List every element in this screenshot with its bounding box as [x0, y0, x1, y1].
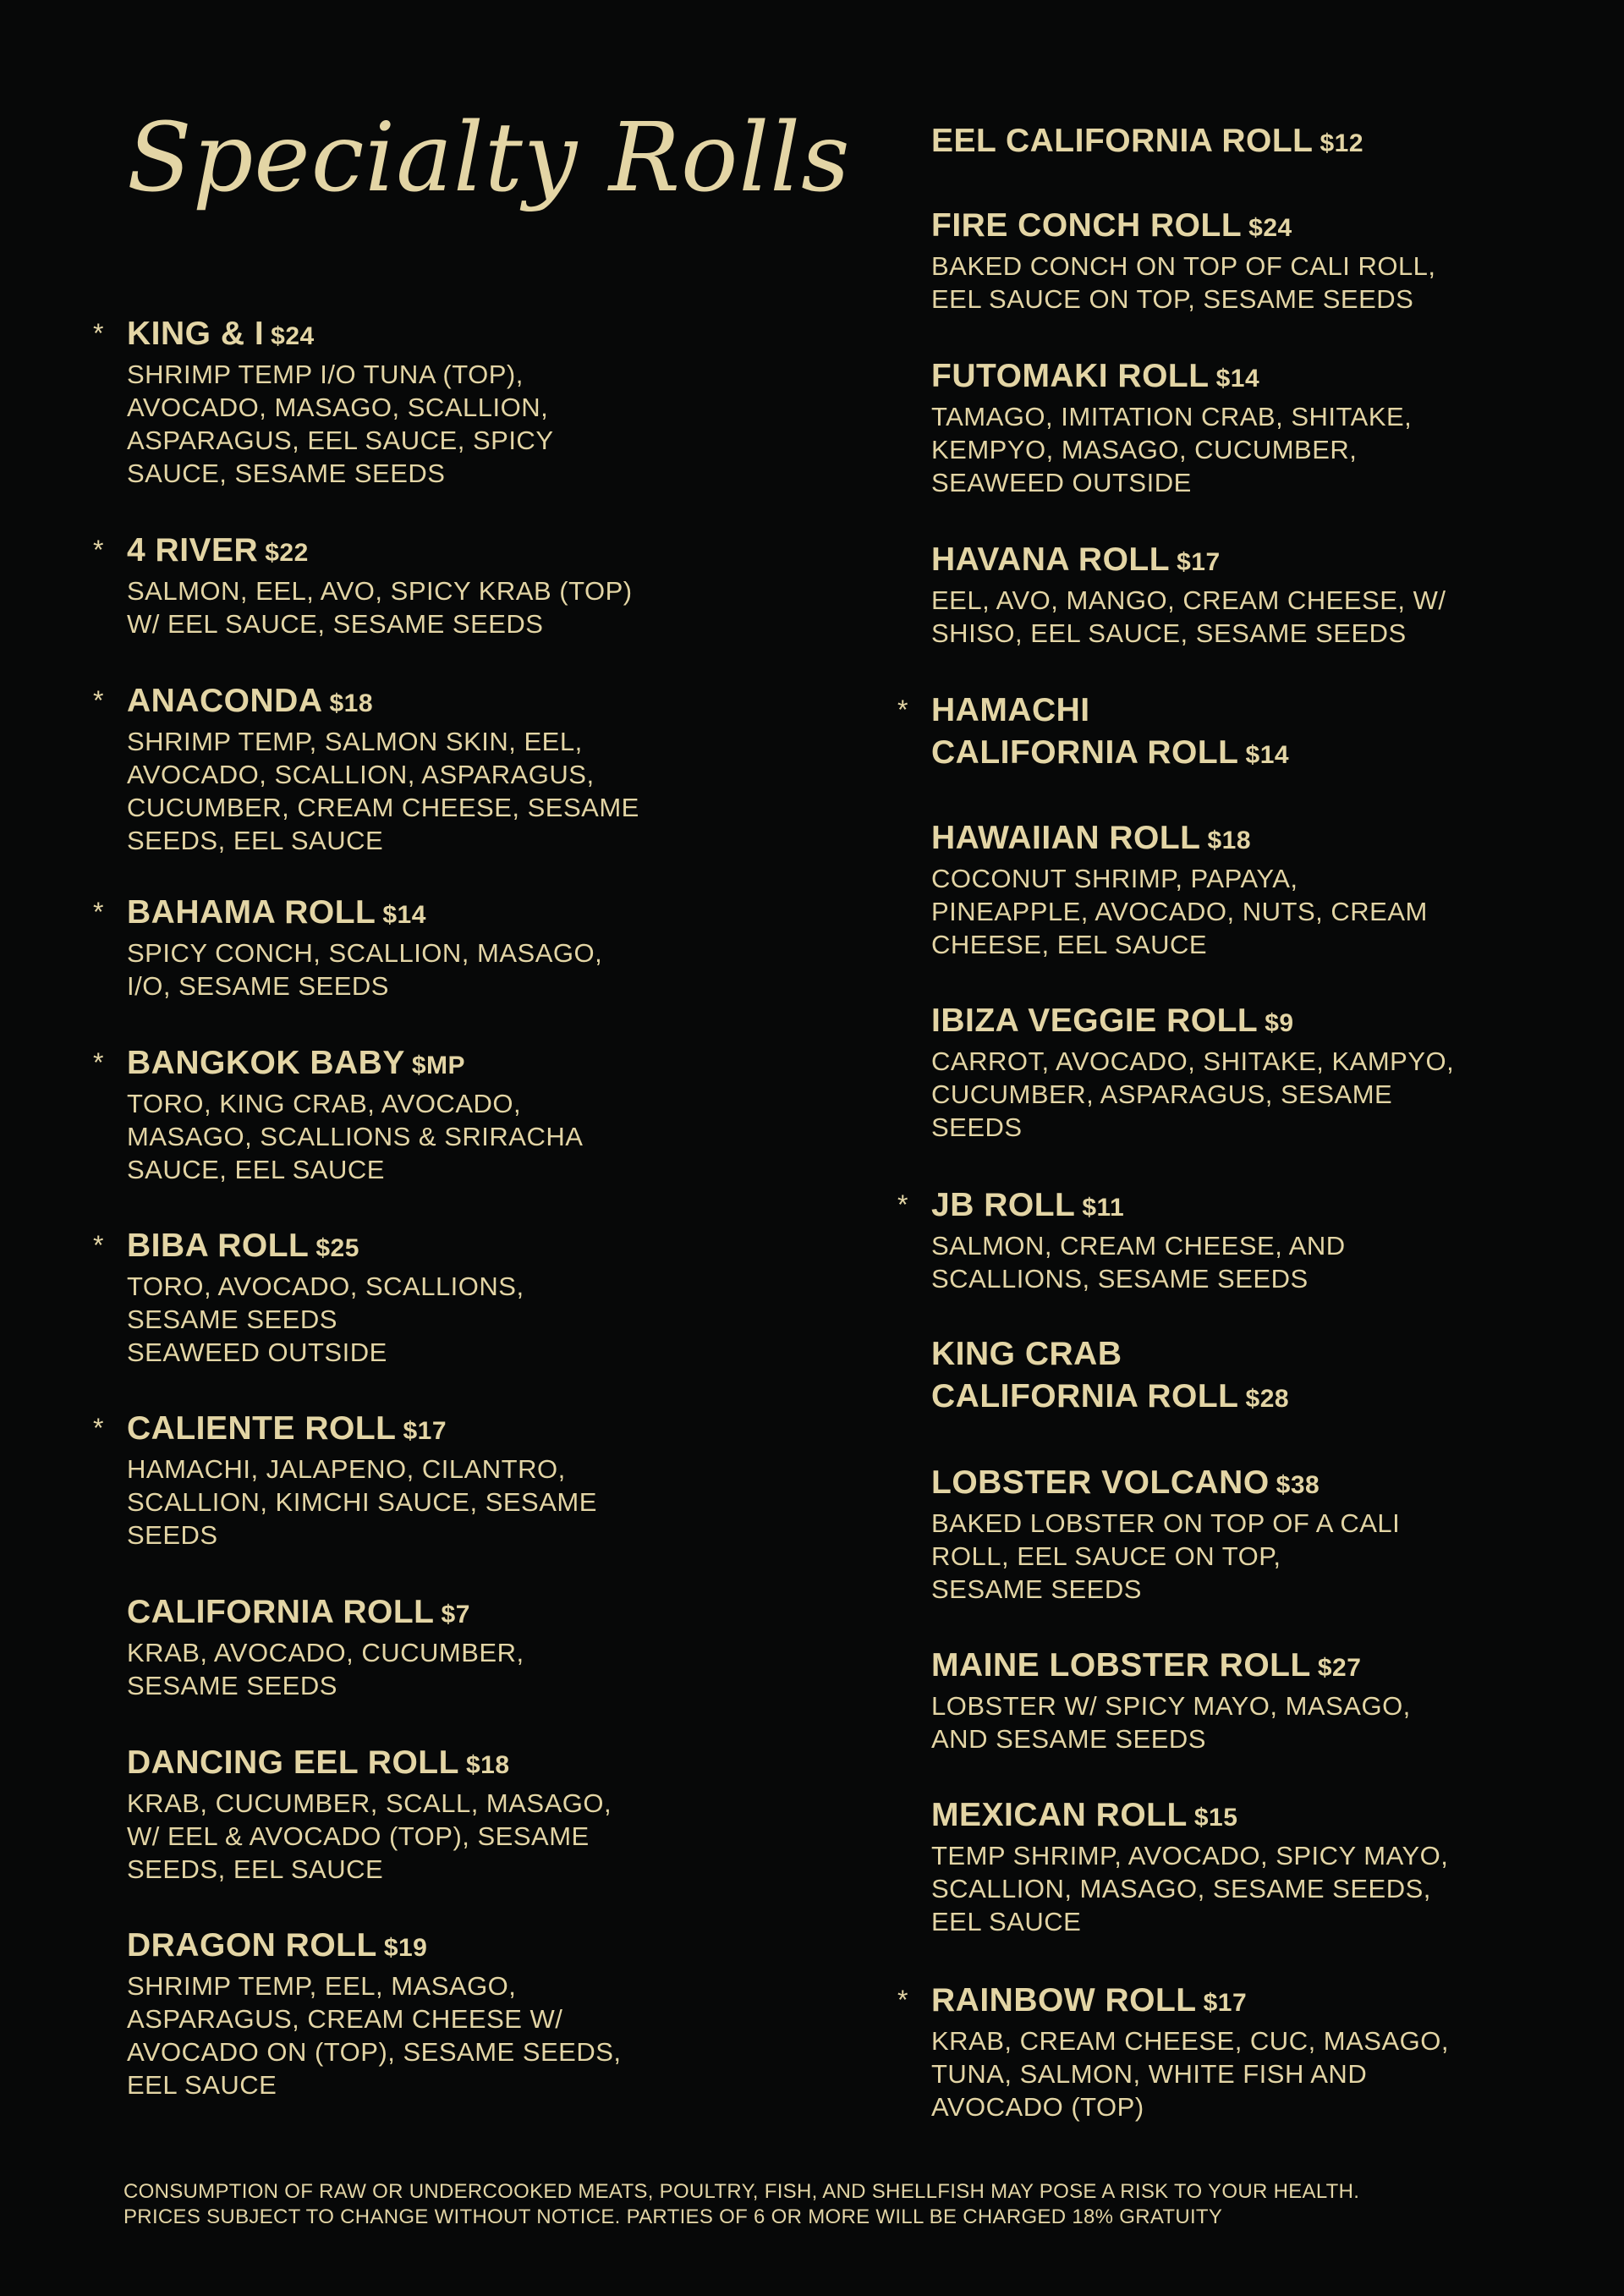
description-line: SEEDS [127, 1520, 218, 1550]
menu-item [897, 1980, 1540, 2123]
item-name-line: LOBSTER VOLCANO [931, 1464, 1270, 1501]
item-description [127, 1453, 736, 1552]
description-line: SEAWEED OUTSIDE [127, 1338, 387, 1367]
item-description [127, 725, 736, 857]
description-line: KEMPYO, MASAGO, CUCUMBER, [931, 435, 1358, 464]
description-line: AVOCADO, SCALLION, ASPARAGUS, [127, 760, 595, 789]
description-line: SAUCE, SESAME SEEDS [127, 459, 446, 488]
menu-item [931, 120, 1540, 165]
description-line: CARROT, AVOCADO, SHITAKE, KAMPYO, [931, 1046, 1455, 1076]
menu-item [931, 355, 1540, 499]
description-line: SEEDS, EEL SAUCE [127, 826, 384, 855]
description-line: AND SESAME SEEDS [931, 1724, 1206, 1754]
item-name [931, 539, 1540, 584]
item-price: $MP [411, 1052, 466, 1079]
item-name-line: MAINE LOBSTER ROLL [931, 1647, 1311, 1684]
description-line: SESAME SEEDS [127, 1305, 337, 1334]
item-name-line: DRAGON ROLL [127, 1927, 377, 1964]
item-price: $11 [1082, 1194, 1125, 1222]
item-price: $18 [329, 689, 374, 717]
item-price: $25 [315, 1234, 359, 1262]
description-line: TORO, KING CRAB, AVOCADO, [127, 1089, 522, 1118]
description-line: COCONUT SHRIMP, PAPAYA, [931, 864, 1298, 893]
raw-marker: * [897, 1985, 908, 2015]
item-name [127, 1042, 736, 1087]
item-name [127, 1925, 736, 1969]
item-name [127, 680, 736, 725]
item-name-line: IBIZA VEGGIE ROLL [931, 1002, 1259, 1039]
item-price: $19 [383, 1934, 428, 1962]
item-name [931, 1000, 1540, 1045]
item-name [931, 689, 1540, 777]
description-line: SHISO, EEL SAUCE, SESAME SEEDS [931, 618, 1407, 648]
raw-marker: * [93, 1047, 104, 1078]
description-line: SCALLIONS, SESAME SEEDS [931, 1264, 1309, 1294]
item-description [931, 1507, 1540, 1606]
item-price: $27 [1317, 1654, 1362, 1682]
item-description [127, 1087, 736, 1186]
item-name-line: BAHAMA ROLL [127, 894, 376, 931]
item-price: $12 [1320, 129, 1364, 157]
description-line: PINEAPPLE, AVOCADO, NUTS, CREAM [931, 897, 1428, 926]
description-line: EEL SAUCE [127, 2070, 277, 2100]
item-price: $22 [265, 539, 309, 567]
description-line: KRAB, AVOCADO, CUCUMBER, [127, 1638, 524, 1667]
raw-marker: * [897, 695, 908, 725]
item-description [931, 250, 1540, 316]
item-price: $14 [382, 901, 426, 929]
item-name-line: FUTOMAKI ROLL [931, 358, 1210, 394]
item-name-line: JB ROLL [931, 1187, 1076, 1223]
description-line: LOBSTER W/ SPICY MAYO, MASAGO, [931, 1691, 1411, 1721]
description-line: MASAGO, SCALLIONS & SRIRACHA [127, 1122, 584, 1151]
item-price: $28 [1245, 1385, 1290, 1413]
item-description [931, 2024, 1540, 2123]
description-line: SESAME SEEDS [931, 1574, 1142, 1604]
raw-marker: * [93, 685, 104, 716]
menu-item [93, 1408, 736, 1552]
raw-marker: * [897, 1189, 908, 1220]
item-name [931, 1462, 1540, 1507]
description-line: SEAWEED OUTSIDE [931, 468, 1192, 497]
item-name [127, 1408, 736, 1453]
menu-item [931, 1794, 1540, 1938]
description-line: AVOCADO ON (TOP), SESAME SEEDS, [127, 2037, 622, 2067]
description-line: TUNA, SALMON, WHITE FISH AND [931, 2059, 1368, 2089]
item-price: $18 [465, 1751, 510, 1779]
item-name-line: DANCING EEL ROLL [127, 1744, 459, 1781]
raw-marker: * [93, 897, 104, 927]
menu-item [931, 1462, 1540, 1606]
item-description [127, 1636, 736, 1702]
item-description [931, 1689, 1540, 1755]
description-line: SCALLION, KIMCHI SAUCE, SESAME [127, 1487, 597, 1517]
item-name [127, 530, 736, 574]
description-line: SHRIMP TEMP, SALMON SKIN, EEL, [127, 727, 583, 756]
item-description [931, 400, 1540, 499]
item-description [931, 1229, 1540, 1295]
item-description [127, 1270, 736, 1369]
menu-item [931, 1645, 1540, 1755]
menu-item [897, 689, 1540, 777]
item-description [127, 1787, 736, 1886]
raw-marker: * [93, 535, 104, 565]
item-name [127, 1225, 736, 1270]
item-name-line: HAWAIIAN ROLL [931, 820, 1201, 856]
item-description [931, 584, 1540, 650]
item-name [127, 313, 736, 358]
raw-marker: * [93, 318, 104, 349]
item-name-line: EEL CALIFORNIA ROLL [931, 123, 1314, 159]
item-name-line: CALIENTE ROLL [127, 1410, 397, 1447]
item-price: $15 [1193, 1804, 1238, 1832]
item-description [127, 574, 736, 640]
item-description [127, 1969, 736, 2101]
item-name [931, 205, 1540, 250]
description-line: TAMAGO, IMITATION CRAB, SHITAKE, [931, 402, 1413, 431]
description-line: KRAB, CREAM CHEESE, CUC, MASAGO, [931, 2026, 1449, 2056]
item-name-line: 4 RIVER [127, 532, 259, 569]
menu-title: Specialty Rolls [127, 103, 851, 213]
description-line: ROLL, EEL SAUCE ON TOP, [931, 1541, 1281, 1571]
description-line: CHEESE, EEL SAUCE [931, 930, 1208, 959]
description-line: EEL, AVO, MANGO, CREAM CHEESE, W/ [931, 585, 1446, 615]
menu-item [93, 313, 736, 490]
raw-marker: * [93, 1230, 104, 1261]
item-name-line: BANGKOK BABY [127, 1045, 405, 1081]
description-line: AVOCADO, MASAGO, SCALLION, [127, 393, 549, 422]
item-name [127, 1742, 736, 1787]
description-line: W/ EEL & AVOCADO (TOP), SESAME [127, 1821, 590, 1851]
item-name [931, 817, 1540, 862]
description-line: SCALLION, MASAGO, SESAME SEEDS, [931, 1874, 1431, 1903]
item-name-line: KING CRAB [931, 1336, 1122, 1372]
raw-marker: * [93, 1413, 104, 1443]
item-name [931, 1184, 1540, 1229]
description-line: TORO, AVOCADO, SCALLIONS, [127, 1272, 524, 1301]
description-line: CUCUMBER, ASPARAGUS, SESAME [931, 1079, 1393, 1109]
menu-item [931, 1333, 1540, 1420]
description-line: I/O, SESAME SEEDS [127, 971, 389, 1001]
item-description [931, 1045, 1540, 1144]
menu-item [127, 1925, 736, 2101]
description-line: SPICY CONCH, SCALLION, MASAGO, [127, 938, 603, 968]
item-price: $24 [1248, 214, 1292, 242]
item-name-line: ANACONDA [127, 683, 323, 719]
description-line: EEL SAUCE [931, 1907, 1082, 1936]
item-name-line: FIRE CONCH ROLL [931, 207, 1243, 244]
description-line: CUCUMBER, CREAM CHEESE, SESAME [127, 793, 639, 822]
item-price: $38 [1276, 1471, 1320, 1499]
menu-item [931, 817, 1540, 961]
item-price: $7 [441, 1601, 470, 1629]
item-name-line: HAMACHI [931, 692, 1090, 728]
menu-item [93, 1042, 736, 1186]
item-name [931, 1333, 1540, 1420]
menu-item [93, 1225, 736, 1369]
description-line: TEMP SHRIMP, AVOCADO, SPICY MAYO, [931, 1841, 1449, 1870]
item-description [931, 862, 1540, 961]
description-line: SALMON, CREAM CHEESE, AND [931, 1231, 1346, 1261]
item-price: $24 [271, 322, 315, 350]
item-description [127, 937, 736, 1002]
description-line: SEEDS, EEL SAUCE [127, 1854, 384, 1884]
description-line: W/ EEL SAUCE, SESAME SEEDS [127, 609, 544, 639]
description-line: SESAME SEEDS [127, 1671, 337, 1700]
description-line: HAMACHI, JALAPENO, CILANTRO, [127, 1454, 566, 1484]
menu-item [897, 1184, 1540, 1295]
item-price: $18 [1207, 827, 1252, 854]
item-price: $17 [1203, 1989, 1248, 2017]
item-name [931, 120, 1540, 165]
item-name [931, 1794, 1540, 1839]
menu-item [931, 1000, 1540, 1144]
item-price: $14 [1245, 741, 1290, 769]
menu-item [931, 539, 1540, 650]
item-name [931, 1645, 1540, 1689]
disclaimer-line: CONSUMPTION OF RAW OR UNDERCOOKED MEATS, POULTRY, FISH, AND SHELLFISH MAY POSE A RISK TO YOUR HEALTH. [123, 2180, 1360, 2203]
item-name-line: CALIFORNIA ROLL [931, 1378, 1239, 1414]
description-line: SALMON, EEL, AVO, SPICY KRAB (TOP) [127, 576, 633, 606]
description-line: BAKED LOBSTER ON TOP OF A CALI [931, 1508, 1401, 1538]
item-description [931, 1839, 1540, 1938]
item-name-line: HAVANA ROLL [931, 541, 1171, 578]
description-line: SHRIMP TEMP, EEL, MASAGO, [127, 1971, 517, 2001]
description-line: SEEDS [931, 1112, 1023, 1142]
item-name [127, 892, 736, 937]
item-name-line: KING & I [127, 316, 265, 352]
item-description [127, 358, 736, 490]
item-name [931, 355, 1540, 400]
item-name [931, 1980, 1540, 2024]
description-line: ASPARAGUS, EEL SAUCE, SPICY [127, 426, 554, 455]
item-price: $17 [1177, 548, 1221, 576]
description-line: SHRIMP TEMP I/O TUNA (TOP), [127, 360, 524, 389]
health-disclaimer [123, 2179, 1359, 2230]
description-line: BAKED CONCH ON TOP OF CALI ROLL, [931, 251, 1436, 281]
menu-item [931, 205, 1540, 316]
description-line: EEL SAUCE ON TOP, SESAME SEEDS [931, 284, 1414, 314]
menu-item [93, 530, 736, 640]
menu-item [127, 1591, 736, 1702]
disclaimer-line: PRICES SUBJECT TO CHANGE WITHOUT NOTICE. PARTIES OF 6 OR MORE WILL BE CHARGED 18% GRATUITY [123, 2205, 1223, 2228]
item-price: $9 [1265, 1009, 1294, 1037]
menu-item [127, 1742, 736, 1886]
menu-item [93, 680, 736, 857]
item-price: $14 [1215, 365, 1260, 393]
item-price: $17 [403, 1417, 447, 1445]
item-name-line: CALIFORNIA ROLL [127, 1594, 435, 1630]
item-name-line: RAINBOW ROLL [931, 1982, 1197, 2019]
description-line: ASPARAGUS, CREAM CHEESE W/ [127, 2004, 563, 2034]
item-name [127, 1591, 736, 1636]
description-line: SAUCE, EEL SAUCE [127, 1155, 385, 1184]
item-name-line: BIBA ROLL [127, 1228, 310, 1264]
description-line: KRAB, CUCUMBER, SCALL, MASAGO, [127, 1788, 612, 1818]
item-name-line: MEXICAN ROLL [931, 1797, 1188, 1833]
menu-item [93, 892, 736, 1002]
item-name-line: CALIFORNIA ROLL [931, 734, 1239, 771]
description-line: AVOCADO (TOP) [931, 2092, 1144, 2122]
